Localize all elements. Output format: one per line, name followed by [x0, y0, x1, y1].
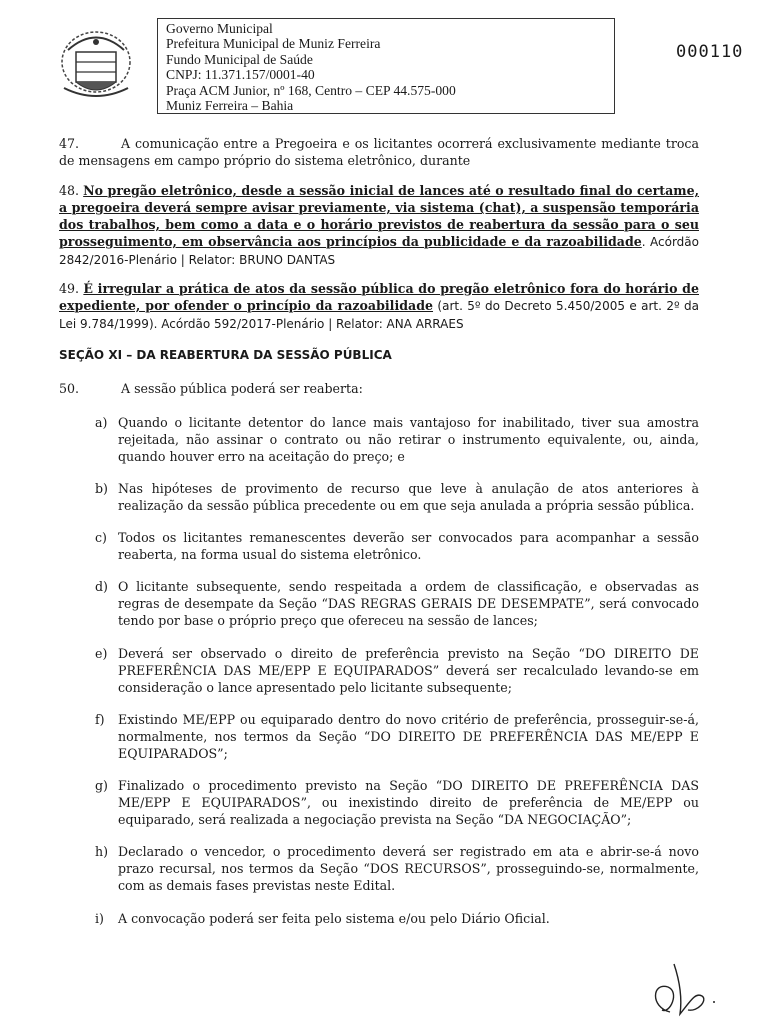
list-item: Nas hipóteses de provimento de recurso que leve à anulação de atos anteriores à realização da sessão pública precedente ou em que seja anulada a própria sessão pública.: [118, 481, 699, 513]
paragraph-number: 50.: [59, 381, 80, 396]
paragraph-number: 47.: [59, 136, 80, 151]
paragraph-47: [59, 135, 699, 169]
list-item: Todos os licitantes remanescentes deverão ser convocados para acompanhar a sessão reaberta, na forma usual do sistema eletrônico.: [118, 530, 699, 562]
paragraph-text: A sessão pública poderá ser reaberta:: [121, 381, 363, 396]
list-item: Existindo ME/EPP ou equiparado dentro do novo critério de preferência, prosseguir-se-á, normalmente, nos termos da Seção “DO DIREITO DE PREFERÊNCIA DAS ME/EPP E EQUIPARADOS”;: [118, 712, 699, 761]
item-letter: d): [95, 579, 108, 594]
handwritten-signature: [640, 952, 720, 1022]
list-item: A convocação poderá ser feita pelo sistema e/ou pelo Diário Oficial.: [118, 911, 550, 926]
paragraph-highlight: No pregão eletrônico, desde a sessão inicial de lances até o resultado final do certame, a pregoeira deverá sempre avisar previamente, via sistema (chat), a suspensão temporária dos trabalhos, bem como a data e o horário previstos de reabertura da sessão para o seu prosseguimento, em observância aos princípios da publicidade e da razoabilidade: [59, 183, 699, 249]
item-letter: i): [95, 911, 104, 926]
item-letter: f): [95, 712, 105, 727]
paragraph-49: [59, 280, 699, 333]
item-letter: g): [95, 778, 108, 793]
item-letter: e): [95, 646, 108, 661]
paragraph-citation: (art. 5º do Decreto 5.450/2005 e art. 2º da Lei 9.784/1999). Acórdão 592/2017-Plenário | Relator: ANA ARRAES: [59, 299, 699, 331]
paragraph-number: 49.: [59, 281, 80, 296]
item-letter: a): [95, 415, 108, 430]
paragraph-50: [59, 380, 699, 397]
item-letter: h): [95, 844, 109, 859]
header-line: Prefeitura Municipal de Muniz Ferreira: [166, 36, 381, 52]
paragraph-text: A comunicação entre a Pregoeira e os licitantes ocorrerá exclusivamente mediante troca de mensagens em campo próprio do sistema eletrônico, durante: [59, 136, 699, 168]
header-line: Praça ACM Junior, nº 168, Centro – CEP 44.575-000: [166, 82, 456, 98]
list-item: Declarado o vencedor, o procedimento deverá ser registrado em ata e abrir-se-á novo prazo recursal, nos termos da Seção “DOS RECURSOS”, prosseguindo-se, normalmente, com as demais fases previstas neste Edital.: [118, 844, 699, 893]
paragraph-highlight: É irregular a prática de atos da sessão pública do pregão eletrônico fora do horário de expediente, por ofender o princípio da razoabilidade: [59, 281, 699, 313]
page-number: 000110: [676, 42, 744, 62]
header-line: CNPJ: 11.371.157/0001-40: [166, 67, 315, 83]
item-letter: b): [95, 481, 108, 496]
list-item: Quando o licitante detentor do lance mais vantajoso for inabilitado, tiver sua amostra rejeitada, não assinar o contrato ou não retirar o instrumento equivalente, ou, ainda, quando houver erro na aceitação do preço; e: [118, 415, 699, 464]
list-item: Finalizado o procedimento previsto na Seção “DO DIREITO DE PREFERÊNCIA DAS ME/EPP E EQUIPARADOS”, ou inexistindo direito de preferência de ME/EPP ou equiparado, será realizada a negociação prevista na Seção “DA NEGOCIAÇÃO”;: [118, 778, 699, 827]
institution-header: [157, 18, 615, 114]
header-line: Governo Municipal: [166, 21, 273, 36]
section-title: SEÇÃO XI – DA REABERTURA DA SESSÃO PÚBLICA: [59, 348, 392, 362]
header-line: Fundo Municipal de Saúde: [166, 51, 313, 67]
paragraph-48: [59, 182, 699, 269]
paragraph-citation: . Acórdão 2842/2016-Plenário | Relator: BRUNO DANTAS: [59, 235, 699, 267]
item-letter: c): [95, 530, 107, 545]
header-line: Muniz Ferreira – Bahia: [166, 98, 294, 114]
list-item: O licitante subsequente, sendo respeitada a ordem de classificação, e observadas as regras de desempate da Seção “DAS REGRAS GERAIS DE DESEMPATE”, será convocado tendo por base o próprio preço que ofereceu na sessão de lances;: [118, 579, 699, 628]
list-item: Deverá ser observado o direito de preferência previsto na Seção “DO DIREITO DE PREFERÊNCIA DAS ME/EPP E EQUIPARADOS” deverá ser recalculado levando-se em consideração o lance apresentado pelo licitante subsequente;: [118, 646, 699, 695]
paragraph-number: 48.: [59, 183, 80, 198]
municipal-coat-of-arms-logo: [46, 20, 146, 110]
